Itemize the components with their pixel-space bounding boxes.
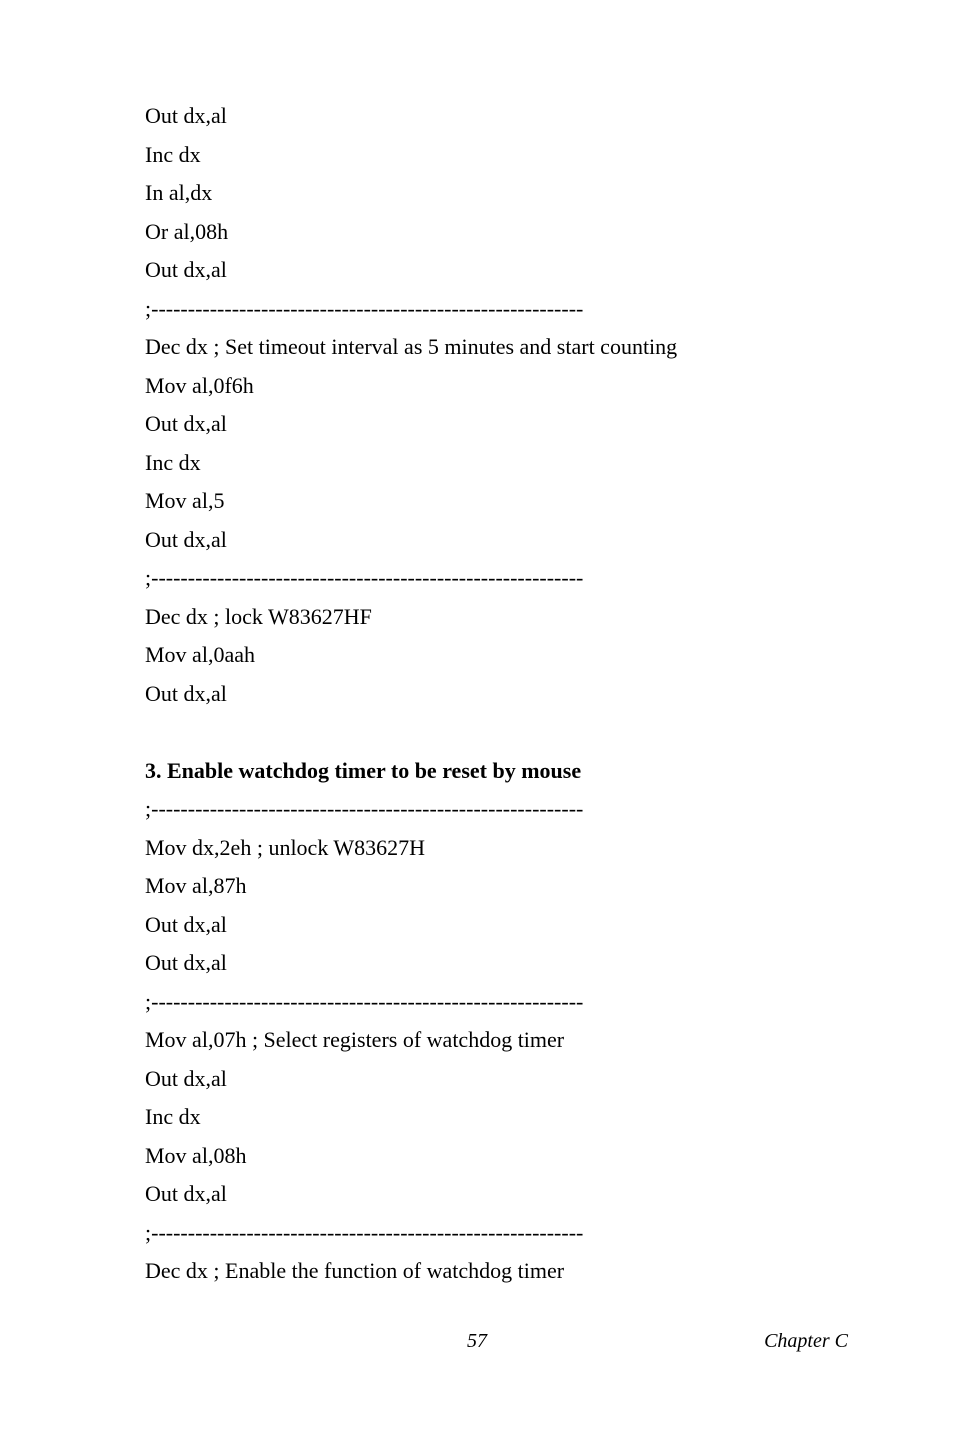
separator-comment: ;-----------------------------------------------------------: [145, 565, 584, 590]
code-line: Mov al,0f6h: [145, 372, 254, 398]
code-line: Dec dx ; lock W83627HF: [145, 603, 372, 629]
code-line: Inc dx: [145, 141, 201, 167]
code-line: Mov al,5: [145, 488, 225, 513]
chapter-label: Chapter C: [764, 1330, 848, 1352]
code-line: Out dx,al: [145, 103, 227, 128]
code-line: Out dx,al: [145, 257, 227, 282]
code-line: Out dx,al: [145, 911, 227, 937]
code-line: Dec dx ; Enable the function of watchdog timer: [145, 1258, 565, 1283]
code-line: Mov al,08h: [145, 1142, 247, 1168]
code-line: Dec dx ; Set timeout interval as 5 minutes and start counting: [145, 334, 678, 359]
separator-comment: ;-----------------------------------------------------------: [145, 1219, 584, 1245]
code-line: Out dx,al: [145, 526, 227, 552]
code-line: Mov dx,2eh ; unlock W83627H: [145, 834, 426, 860]
code-line: Mov al,07h ; Select registers of watchdog timer: [145, 1027, 565, 1052]
code-line: Or al,08h: [145, 218, 229, 244]
section-heading: 3. Enable watchdog timer to be reset by mouse: [145, 757, 582, 783]
code-line: Out dx,al: [145, 411, 227, 436]
code-line: Mov al,0aah: [145, 642, 255, 667]
document-body: [145, 97, 845, 1291]
code-line: Mov al,87h: [145, 873, 247, 898]
code-line: Out dx,al: [145, 680, 227, 706]
code-line: Out dx,al: [145, 950, 227, 975]
code-line: In al,dx: [145, 180, 213, 205]
code-line: Inc dx: [145, 1104, 201, 1129]
separator-comment: ;-----------------------------------------------------------: [145, 796, 584, 821]
page-number: 57: [467, 1330, 487, 1352]
blank-line: [145, 713, 845, 752]
code-line: Inc dx: [145, 449, 201, 475]
code-line: Out dx,al: [145, 1181, 227, 1206]
separator-comment: ;-----------------------------------------------------------: [145, 988, 584, 1014]
separator-comment: ;-----------------------------------------------------------: [145, 295, 584, 321]
code-line: Out dx,al: [145, 1065, 227, 1091]
